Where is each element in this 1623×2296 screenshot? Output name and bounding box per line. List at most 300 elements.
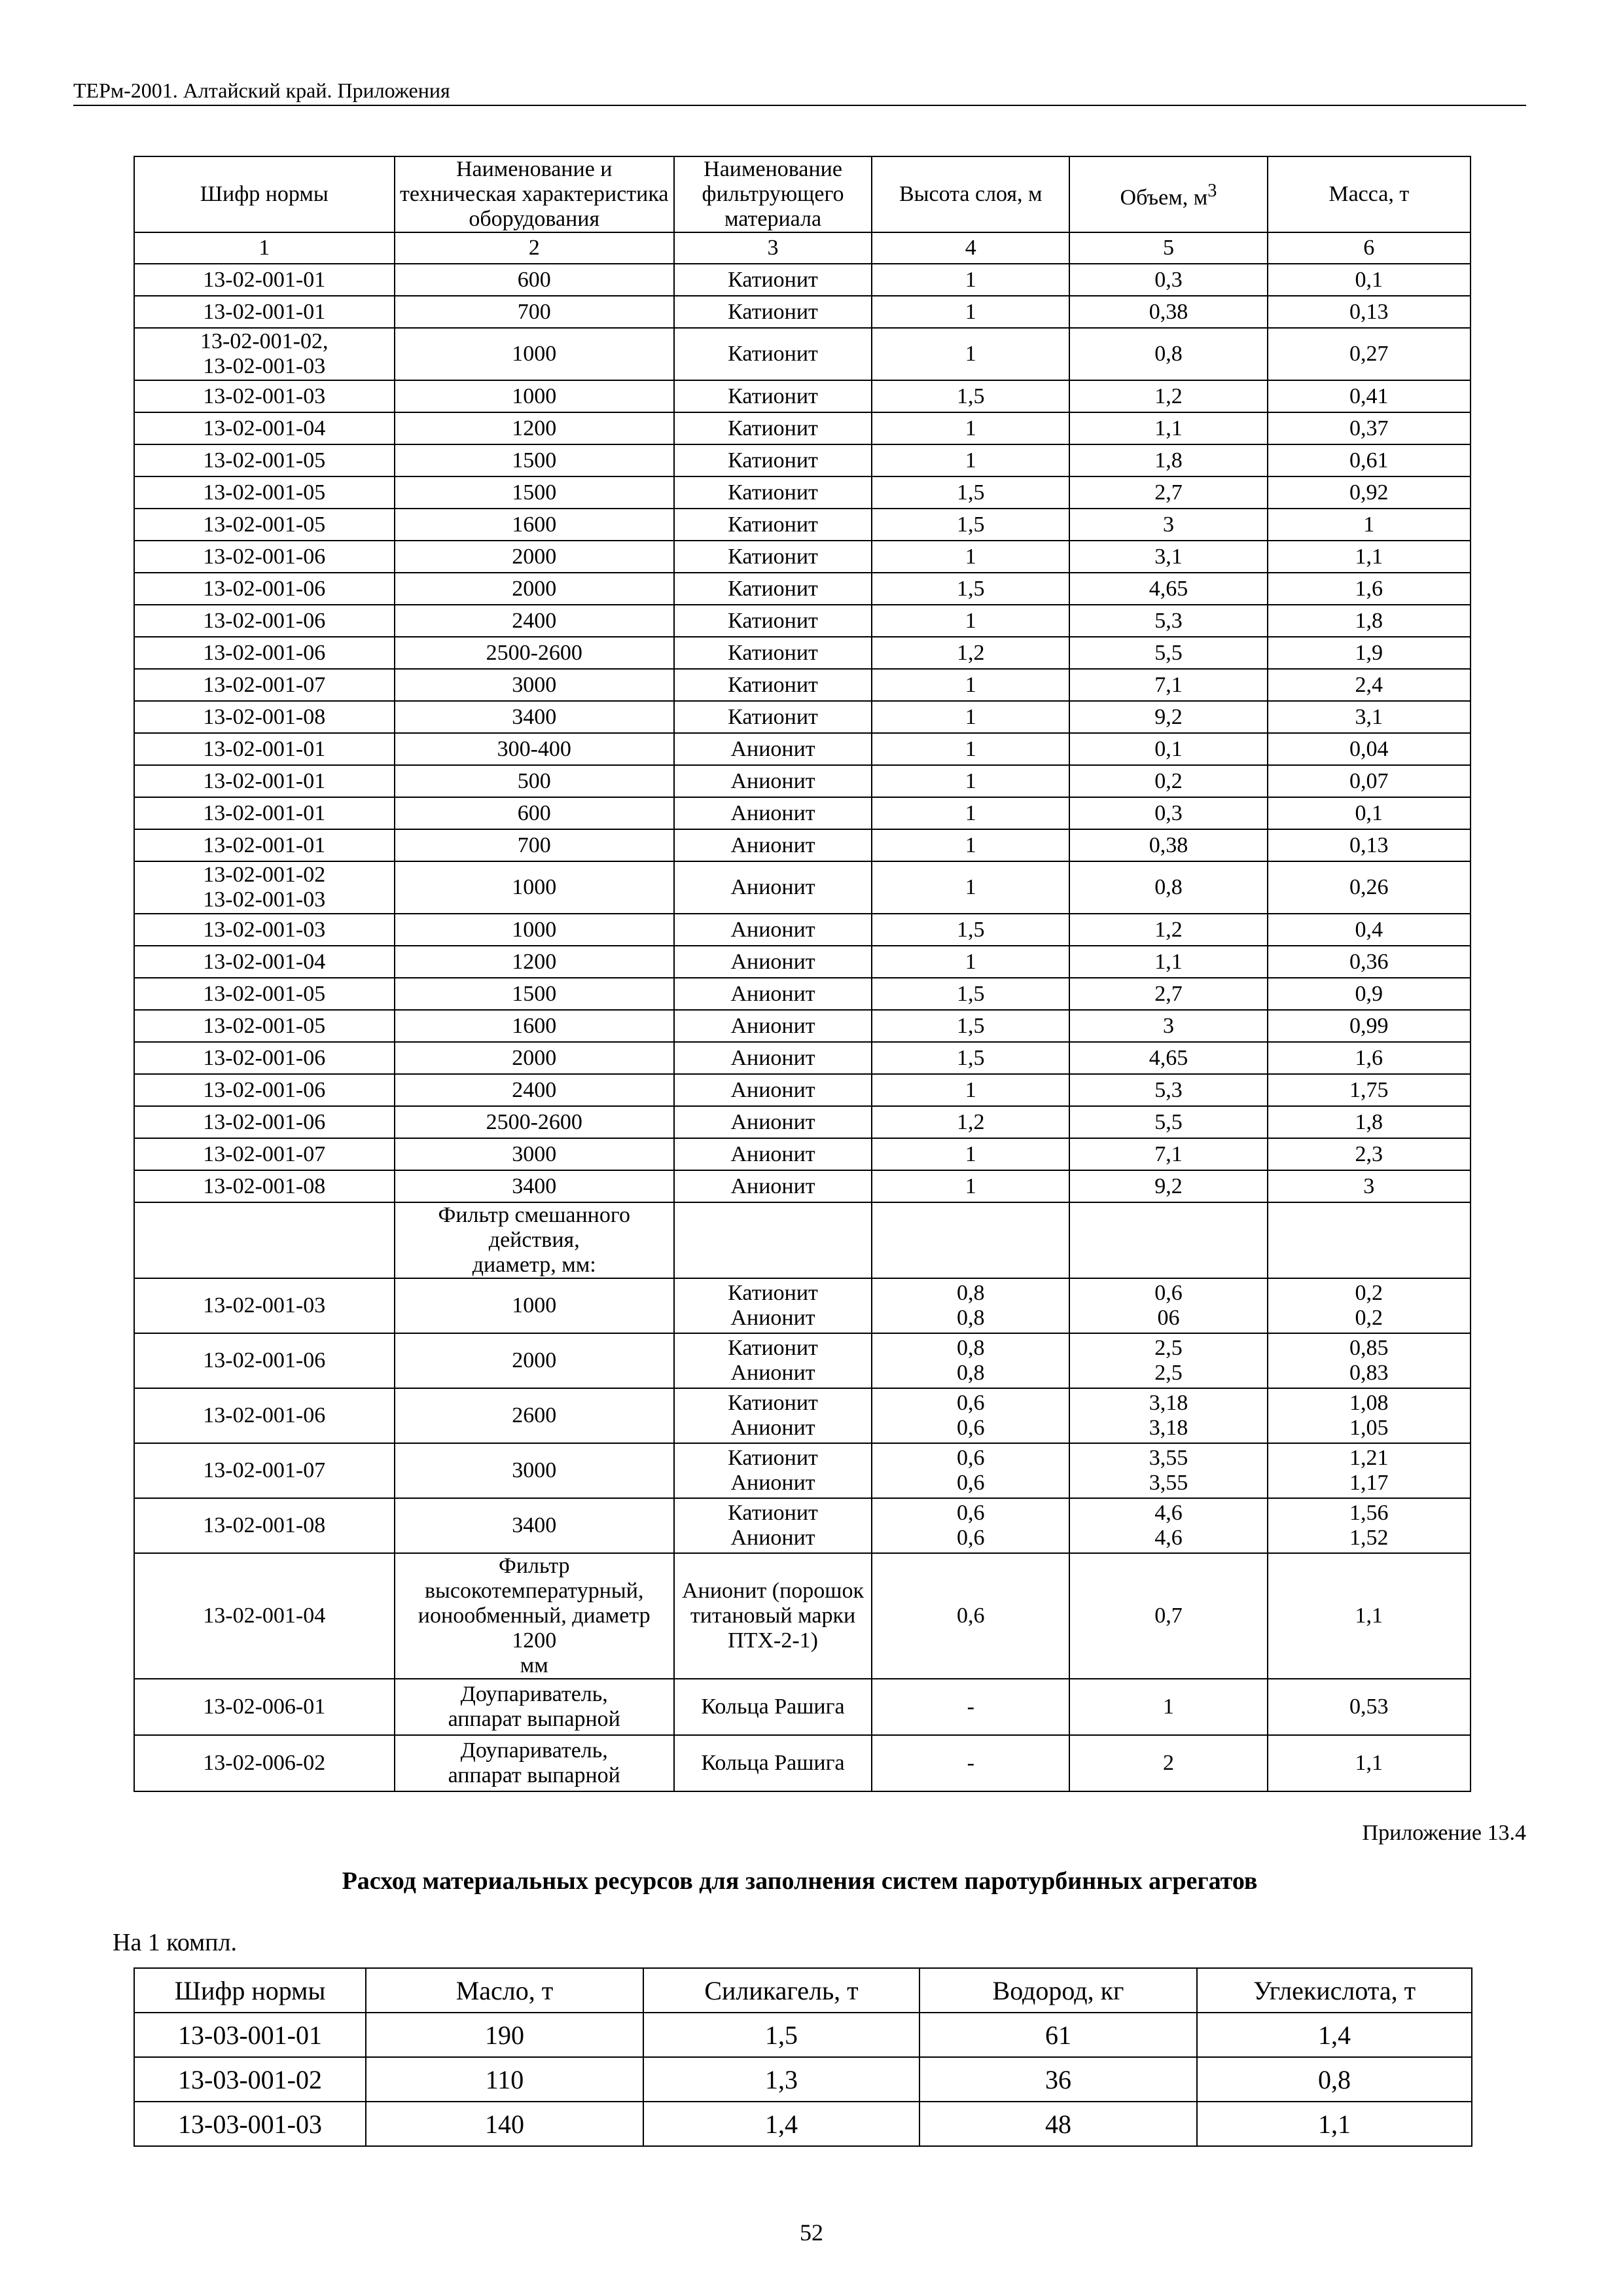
column-number: 1	[134, 232, 395, 264]
mass-cell: 0,92	[1268, 476, 1471, 509]
height-cell: 1,5	[872, 476, 1069, 509]
code-cell: 13-02-001-05	[134, 444, 395, 476]
mixed-filter-header: Фильтр смешанного действия, диаметр, мм:	[395, 1202, 674, 1278]
code-cell: 13-03-001-01	[134, 2013, 366, 2057]
empty-cell	[1268, 1202, 1471, 1278]
height-cell: 1	[872, 1170, 1069, 1202]
table-body	[134, 264, 1471, 1791]
carbon-dioxide-cell: 1,4	[1197, 2013, 1472, 2057]
volume-cell: 0,3	[1069, 797, 1267, 829]
code-cell: 13-02-001-08	[134, 1498, 395, 1553]
volume-cell: 0,38	[1069, 296, 1267, 328]
material-cell: Катионит Анионит	[674, 1498, 872, 1553]
material-cell: Катионит Анионит	[674, 1443, 872, 1498]
material-cell: Анионит	[674, 829, 872, 861]
equipment-cell: 2000	[395, 573, 674, 605]
height-cell: 1,5	[872, 509, 1069, 541]
code-cell: 13-02-001-05	[134, 978, 395, 1010]
volume-cell: 2,7	[1069, 978, 1267, 1010]
column-number-row	[134, 232, 1471, 264]
height-cell: 1	[872, 1074, 1069, 1106]
height-cell: 1,2	[872, 1106, 1069, 1138]
volume-cell: 4,65	[1069, 1042, 1267, 1074]
table-row	[134, 296, 1471, 328]
table-row	[134, 2057, 1472, 2102]
equipment-cell: 2400	[395, 605, 674, 637]
height-cell: 1	[872, 296, 1069, 328]
equipment-cell: 1600	[395, 1010, 674, 1042]
material-cell: Катионит Анионит	[674, 1333, 872, 1388]
table-row	[134, 2102, 1472, 2146]
column-header-mass: Масса, т	[1268, 156, 1471, 232]
mass-cell: 0,2 0,2	[1268, 1278, 1471, 1333]
equipment-cell: 1000	[395, 1278, 674, 1333]
mass-cell: 0,27	[1268, 328, 1471, 380]
mass-cell: 1,8	[1268, 605, 1471, 637]
hydrogen-cell: 48	[919, 2102, 1197, 2146]
volume-cell: 5,5	[1069, 637, 1267, 669]
mass-cell: 1,56 1,52	[1268, 1498, 1471, 1553]
code-cell: 13-02-001-06	[134, 605, 395, 637]
table-row	[134, 1333, 1471, 1388]
height-cell: 1	[872, 444, 1069, 476]
equipment-cell: 1000	[395, 914, 674, 946]
oil-cell: 110	[366, 2057, 643, 2102]
equipment-cell: 700	[395, 296, 674, 328]
page-number: 52	[800, 2219, 823, 2246]
mass-cell: 0,36	[1268, 946, 1471, 978]
table-row	[134, 1106, 1471, 1138]
volume-cell: 7,1	[1069, 1138, 1267, 1170]
code-cell: 13-02-006-01	[134, 1679, 395, 1735]
table-row	[134, 1388, 1471, 1443]
volume-cell: 3,1	[1069, 541, 1267, 573]
code-cell: 13-02-001-01	[134, 296, 395, 328]
volume-cell: 5,5	[1069, 1106, 1267, 1138]
height-cell: 1	[872, 701, 1069, 733]
mass-cell: 1,21 1,17	[1268, 1443, 1471, 1498]
volume-cell: 0,38	[1069, 829, 1267, 861]
mass-cell: 1,1	[1268, 1553, 1471, 1679]
equipment-cell: 2400	[395, 1074, 674, 1106]
table-row	[134, 509, 1471, 541]
volume-cell: 0,6 06	[1069, 1278, 1267, 1333]
code-cell: 13-02-001-07	[134, 1443, 395, 1498]
hydrogen-cell: 36	[919, 2057, 1197, 2102]
volume-cell: 2,7	[1069, 476, 1267, 509]
section-header-row	[134, 1202, 1471, 1278]
equipment-cell: Фильтр высокотемпературный, ионообменный, диаметр 1200 мм	[395, 1553, 674, 1679]
volume-cell: 5,3	[1069, 605, 1267, 637]
code-cell: 13-02-001-06	[134, 1074, 395, 1106]
table-header-row	[134, 1968, 1472, 2013]
material-cell: Анионит	[674, 1042, 872, 1074]
appendix-label: Приложение 13.4	[1362, 1821, 1526, 1845]
code-cell: 13-02-001-06	[134, 573, 395, 605]
height-cell: 1	[872, 861, 1069, 914]
mass-cell: 0,9	[1268, 978, 1471, 1010]
mass-cell: 0,99	[1268, 1010, 1471, 1042]
code-cell: 13-02-001-01	[134, 765, 395, 797]
code-cell: 13-02-001-02 13-02-001-03	[134, 861, 395, 914]
column-header-code: Шифр нормы	[134, 1968, 366, 2013]
volume-cell: 3	[1069, 1010, 1267, 1042]
material-cell: Катионит	[674, 637, 872, 669]
carbon-dioxide-cell: 1,1	[1197, 2102, 1472, 2146]
equipment-cell: 600	[395, 797, 674, 829]
material-cell: Анионит	[674, 946, 872, 978]
material-cell: Катионит	[674, 412, 872, 444]
code-cell: 13-02-001-02, 13-02-001-03	[134, 328, 395, 380]
table-row	[134, 1443, 1471, 1498]
height-cell: 1	[872, 765, 1069, 797]
material-cell: Катионит	[674, 509, 872, 541]
material-cell: Катионит	[674, 701, 872, 733]
code-cell: 13-02-001-01	[134, 829, 395, 861]
material-cell: Катионит Анионит	[674, 1388, 872, 1443]
column-header-height: Высота слоя, м	[872, 156, 1069, 232]
height-cell: 0,8 0,8	[872, 1278, 1069, 1333]
volume-cell: 0,3	[1069, 264, 1267, 296]
column-header-carbon-dioxide: Углекислота, т	[1197, 1968, 1472, 2013]
mass-cell: 0,61	[1268, 444, 1471, 476]
oil-cell: 140	[366, 2102, 643, 2146]
equipment-cell: 2000	[395, 1042, 674, 1074]
table-row	[134, 412, 1471, 444]
code-cell: 13-02-001-01	[134, 264, 395, 296]
volume-cell: 4,65	[1069, 573, 1267, 605]
column-header-equipment: Наименование и техническая характеристика оборудования	[395, 156, 674, 232]
code-cell: 13-02-001-06	[134, 1042, 395, 1074]
height-cell: 0,6 0,6	[872, 1443, 1069, 1498]
volume-cell: 0,8	[1069, 861, 1267, 914]
code-cell: 13-02-001-05	[134, 476, 395, 509]
volume-cell: 1	[1069, 1679, 1267, 1735]
hydrogen-cell: 61	[919, 2013, 1197, 2057]
empty-cell	[674, 1202, 872, 1278]
code-cell: 13-02-006-02	[134, 1735, 395, 1791]
volume-cell: 1,8	[1069, 444, 1267, 476]
material-cell: Анионит	[674, 978, 872, 1010]
material-cell: Катионит	[674, 605, 872, 637]
material-cell: Анионит	[674, 1170, 872, 1202]
height-cell: -	[872, 1735, 1069, 1791]
mass-cell: 0,53	[1268, 1679, 1471, 1735]
material-cell: Катионит	[674, 573, 872, 605]
silica-gel-cell: 1,5	[643, 2013, 919, 2057]
material-cell: Анионит	[674, 1106, 872, 1138]
equipment-cell: 2000	[395, 541, 674, 573]
volume-cell: 9,2	[1069, 701, 1267, 733]
mass-cell: 0,07	[1268, 765, 1471, 797]
height-cell: 1,5	[872, 1042, 1069, 1074]
mass-cell: 3	[1268, 1170, 1471, 1202]
code-cell: 13-02-001-03	[134, 914, 395, 946]
mass-cell: 3,1	[1268, 701, 1471, 733]
equipment-cell: 3000	[395, 1138, 674, 1170]
table-row	[134, 1553, 1471, 1679]
volume-header-text: Объем, м	[1120, 185, 1208, 210]
empty-cell	[134, 1202, 395, 1278]
silica-gel-cell: 1,3	[643, 2057, 919, 2102]
carbon-dioxide-cell: 0,8	[1197, 2057, 1472, 2102]
material-cell: Катионит	[674, 296, 872, 328]
material-cell: Анионит	[674, 797, 872, 829]
table-row	[134, 701, 1471, 733]
equipment-cell: 1500	[395, 978, 674, 1010]
column-number: 2	[395, 232, 674, 264]
code-cell: 13-02-001-05	[134, 509, 395, 541]
material-cell: Анионит (порошок титановый марки ПТХ-2-1)	[674, 1553, 872, 1679]
table-row	[134, 1010, 1471, 1042]
table-row	[134, 476, 1471, 509]
mass-cell: 0,85 0,83	[1268, 1333, 1471, 1388]
material-cell: Анионит	[674, 1010, 872, 1042]
volume-cell: 4,6 4,6	[1069, 1498, 1267, 1553]
table-row	[134, 1679, 1471, 1735]
code-cell: 13-02-001-08	[134, 701, 395, 733]
mass-cell: 1,6	[1268, 1042, 1471, 1074]
mass-cell: 1,75	[1268, 1074, 1471, 1106]
height-cell: 0,6 0,6	[872, 1388, 1069, 1443]
code-cell: 13-02-001-08	[134, 1170, 395, 1202]
table-row	[134, 1278, 1471, 1333]
mass-cell: 2,3	[1268, 1138, 1471, 1170]
unit-note: На 1 компл.	[113, 1929, 237, 1956]
table-row	[134, 637, 1471, 669]
mass-cell: 1,1	[1268, 541, 1471, 573]
table-row	[134, 1042, 1471, 1074]
equipment-cell: 700	[395, 829, 674, 861]
material-cell: Анионит	[674, 1138, 872, 1170]
table-row	[134, 914, 1471, 946]
column-header-hydrogen: Водород, кг	[919, 1968, 1197, 2013]
height-cell: 0,6	[872, 1553, 1069, 1679]
equipment-cell: 2000	[395, 1333, 674, 1388]
table-row	[134, 1138, 1471, 1170]
equipment-cell: 3400	[395, 1170, 674, 1202]
mass-cell: 0,26	[1268, 861, 1471, 914]
mass-cell: 1,08 1,05	[1268, 1388, 1471, 1443]
height-cell: 0,8 0,8	[872, 1333, 1069, 1388]
height-cell: 1	[872, 733, 1069, 765]
code-cell: 13-02-001-04	[134, 412, 395, 444]
table-row	[134, 797, 1471, 829]
equipment-cell: Доупариватель, аппарат выпарной	[395, 1735, 674, 1791]
volume-cell: 7,1	[1069, 669, 1267, 701]
height-cell: 1	[872, 605, 1069, 637]
code-cell: 13-02-001-06	[134, 1106, 395, 1138]
material-cell: Катионит	[674, 264, 872, 296]
mass-cell: 0,4	[1268, 914, 1471, 946]
column-number: 3	[674, 232, 872, 264]
equipment-cell: 500	[395, 765, 674, 797]
material-cell: Анионит	[674, 914, 872, 946]
table-row	[134, 1498, 1471, 1553]
column-number: 6	[1268, 232, 1471, 264]
turbine-materials-table	[134, 1967, 1472, 2147]
volume-cell: 3,55 3,55	[1069, 1443, 1267, 1498]
mass-cell: 0,13	[1268, 296, 1471, 328]
column-header-volume	[1069, 156, 1267, 232]
code-cell: 13-02-001-03	[134, 1278, 395, 1333]
height-cell: 1	[872, 669, 1069, 701]
equipment-cell: 1000	[395, 328, 674, 380]
material-cell: Анионит	[674, 861, 872, 914]
equipment-cell: 300-400	[395, 733, 674, 765]
volume-cell: 3,18 3,18	[1069, 1388, 1267, 1443]
equipment-cell: 1500	[395, 476, 674, 509]
height-cell: 1	[872, 328, 1069, 380]
column-number: 5	[1069, 232, 1267, 264]
volume-cell: 1,1	[1069, 412, 1267, 444]
table-row	[134, 380, 1471, 412]
running-header: ТЕРм-2001. Алтайский край. Приложения	[73, 79, 450, 102]
equipment-cell: 3400	[395, 1498, 674, 1553]
code-cell: 13-02-001-04	[134, 946, 395, 978]
header-rule	[73, 105, 1526, 106]
material-cell: Катионит	[674, 541, 872, 573]
equipment-cell: 1600	[395, 509, 674, 541]
volume-cell: 9,2	[1069, 1170, 1267, 1202]
height-cell: 1,5	[872, 1010, 1069, 1042]
table-row	[134, 669, 1471, 701]
height-cell: 1,5	[872, 380, 1069, 412]
filter-materials-table	[134, 156, 1471, 1792]
table-row	[134, 328, 1471, 380]
mass-cell: 0,41	[1268, 380, 1471, 412]
height-cell: 1	[872, 946, 1069, 978]
silica-gel-cell: 1,4	[643, 2102, 919, 2146]
mass-cell: 0,1	[1268, 264, 1471, 296]
material-cell: Катионит	[674, 328, 872, 380]
code-cell: 13-02-001-06	[134, 1388, 395, 1443]
height-cell: 1	[872, 541, 1069, 573]
material-cell: Катионит	[674, 476, 872, 509]
empty-cell	[1069, 1202, 1267, 1278]
volume-cell: 1,2	[1069, 380, 1267, 412]
height-cell: 1	[872, 1138, 1069, 1170]
height-cell: 1,2	[872, 637, 1069, 669]
material-cell: Кольца Рашига	[674, 1679, 872, 1735]
material-cell: Анионит	[674, 1074, 872, 1106]
material-cell: Анионит	[674, 733, 872, 765]
table-body	[134, 2013, 1472, 2146]
table-row	[134, 978, 1471, 1010]
code-cell: 13-02-001-04	[134, 1553, 395, 1679]
table-row	[134, 541, 1471, 573]
volume-cell: 1,1	[1069, 946, 1267, 978]
code-cell: 13-02-001-03	[134, 380, 395, 412]
volume-header-superscript: 3	[1207, 180, 1217, 201]
height-cell: 0,6 0,6	[872, 1498, 1069, 1553]
code-cell: 13-02-001-01	[134, 797, 395, 829]
height-cell: 1	[872, 797, 1069, 829]
table-row	[134, 946, 1471, 978]
mass-cell: 0,1	[1268, 797, 1471, 829]
height-cell: 1,5	[872, 914, 1069, 946]
table-row	[134, 1170, 1471, 1202]
height-cell: 1	[872, 829, 1069, 861]
height-cell: 1,5	[872, 573, 1069, 605]
material-cell: Катионит	[674, 444, 872, 476]
column-header-material: Наименование фильтрующего материала	[674, 156, 872, 232]
mass-cell: 1,8	[1268, 1106, 1471, 1138]
table-row	[134, 444, 1471, 476]
equipment-cell: 1000	[395, 861, 674, 914]
table-header-row	[134, 156, 1471, 232]
volume-cell: 5,3	[1069, 1074, 1267, 1106]
table-row	[134, 861, 1471, 914]
code-cell: 13-02-001-06	[134, 1333, 395, 1388]
height-cell: 1	[872, 264, 1069, 296]
oil-cell: 190	[366, 2013, 643, 2057]
mass-cell: 0,04	[1268, 733, 1471, 765]
code-cell: 13-02-001-07	[134, 669, 395, 701]
volume-cell: 0,2	[1069, 765, 1267, 797]
table-row	[134, 1735, 1471, 1791]
mass-cell: 1,6	[1268, 573, 1471, 605]
height-cell: 1,5	[872, 978, 1069, 1010]
equipment-cell: 3000	[395, 1443, 674, 1498]
equipment-cell: 2500-2600	[395, 1106, 674, 1138]
equipment-cell: 1200	[395, 412, 674, 444]
volume-cell: 2	[1069, 1735, 1267, 1791]
height-cell: -	[872, 1679, 1069, 1735]
equipment-cell: 3000	[395, 669, 674, 701]
table-row	[134, 573, 1471, 605]
table-row	[134, 765, 1471, 797]
code-cell: 13-02-001-05	[134, 1010, 395, 1042]
column-header-code: Шифр нормы	[134, 156, 395, 232]
equipment-cell: 3400	[395, 701, 674, 733]
material-cell: Катионит	[674, 669, 872, 701]
mass-cell: 2,4	[1268, 669, 1471, 701]
code-cell: 13-03-001-03	[134, 2102, 366, 2146]
column-number: 4	[872, 232, 1069, 264]
material-cell: Анионит	[674, 765, 872, 797]
height-cell: 1	[872, 412, 1069, 444]
empty-cell	[872, 1202, 1069, 1278]
mass-cell: 1,1	[1268, 1735, 1471, 1791]
mass-cell: 1,9	[1268, 637, 1471, 669]
table-row	[134, 829, 1471, 861]
equipment-cell: 1200	[395, 946, 674, 978]
mass-cell: 0,13	[1268, 829, 1471, 861]
equipment-cell: 600	[395, 264, 674, 296]
equipment-cell: 2600	[395, 1388, 674, 1443]
volume-cell: 2,5 2,5	[1069, 1333, 1267, 1388]
mass-cell: 1	[1268, 509, 1471, 541]
volume-cell: 0,1	[1069, 733, 1267, 765]
equipment-cell: 1000	[395, 380, 674, 412]
table-row	[134, 733, 1471, 765]
material-cell: Катионит Анионит	[674, 1278, 872, 1333]
code-cell: 13-02-001-01	[134, 733, 395, 765]
section-title: Расход материальных ресурсов для заполнения систем паротурбинных агрегатов	[342, 1867, 1258, 1895]
code-cell: 13-03-001-02	[134, 2057, 366, 2102]
equipment-cell: 1500	[395, 444, 674, 476]
code-cell: 13-02-001-06	[134, 637, 395, 669]
material-cell: Кольца Рашига	[674, 1735, 872, 1791]
volume-cell: 0,7	[1069, 1553, 1267, 1679]
table-row	[134, 264, 1471, 296]
volume-cell: 1,2	[1069, 914, 1267, 946]
material-cell: Катионит	[674, 380, 872, 412]
code-cell: 13-02-001-06	[134, 541, 395, 573]
equipment-cell: 2500-2600	[395, 637, 674, 669]
mass-cell: 0,37	[1268, 412, 1471, 444]
